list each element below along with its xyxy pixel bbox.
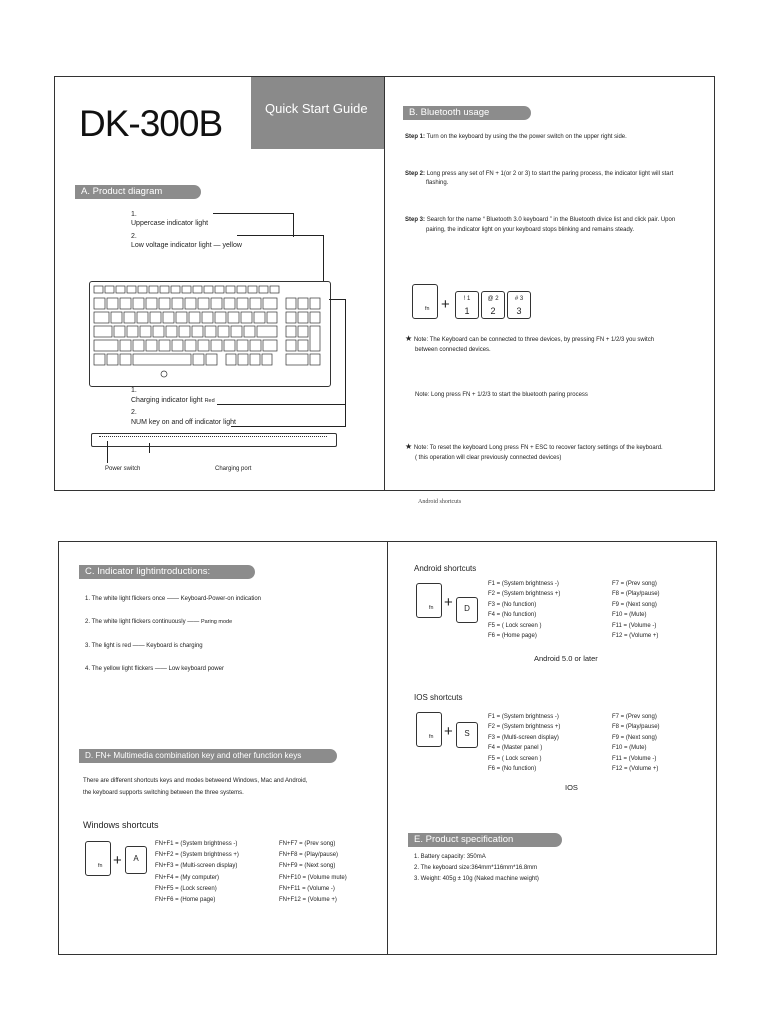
- indicator-1-right: Keyboard-Power-on indication: [180, 596, 261, 602]
- key-1: [455, 291, 479, 319]
- ios-right-1: F7 = (Prev song): [612, 714, 657, 720]
- leader-low-voltage: [237, 235, 293, 236]
- leader-num-key: [231, 426, 345, 427]
- win-left-3: FN+F3 = (Multi-screen display): [155, 863, 238, 870]
- android-left-3: F3 = (No function): [488, 601, 537, 608]
- win-right-1: FN+F7 = (Prev song): [279, 841, 336, 847]
- win-left-6: FN+F6 = (Home page): [155, 897, 216, 904]
- fn-key-label: fn: [425, 306, 430, 312]
- indicator-1: [85, 595, 261, 603]
- label-charging: [131, 396, 215, 406]
- indicator-3: [85, 642, 203, 650]
- leader-uppercase-v: [293, 213, 294, 237]
- win-left-5: FN+F5 = (Lock screen): [155, 885, 217, 892]
- indicator-4: [85, 665, 224, 673]
- android-footer: Android 5.0 or later: [534, 654, 598, 663]
- win-right-5: FN+F11 = (Volume -): [279, 885, 335, 892]
- android-title: Android shortcuts: [414, 564, 477, 573]
- plus-sign-windows: +: [113, 852, 122, 869]
- key-1-bottom: 1: [464, 306, 470, 316]
- step-2-cont: flashing.: [426, 180, 449, 186]
- android-left-5: F5 = ( Lock screen ): [488, 622, 542, 629]
- fn-key-ios-label: fn: [429, 734, 434, 740]
- fn-key: [412, 284, 438, 319]
- side-profile-ridges: [99, 433, 327, 437]
- indicator-1-dash: ——: [166, 596, 179, 602]
- fn-key-android: [416, 583, 442, 618]
- win-left-4: FN+F4 = (My computer): [155, 874, 220, 881]
- indicator-3-left: 3. The light is red: [85, 643, 131, 649]
- indicator-2-left: 2. The white light flickers continuously: [85, 619, 186, 625]
- ios-left-2: F2 = (System brightness +): [488, 724, 561, 731]
- panel-shortcuts-spec: [387, 541, 717, 955]
- section-e-heading: E. Product specification: [408, 833, 562, 847]
- step-3-text: Search for the name “ Bluetooth 3.0 keyboard ” in the Bluetooth divice list and click pair. Upon: [426, 217, 676, 223]
- multimedia-desc-2: the keyboard supports switching between the three systems.: [83, 790, 244, 796]
- step-1-text: Turn on the keyboard by using the the power switch on the upper right side.: [426, 134, 627, 140]
- android-right-1: F7 = (Prev song): [612, 581, 657, 587]
- android-right-list: [612, 579, 660, 641]
- ios-right-6: F12 = (Volume +): [612, 766, 659, 773]
- keyboard-keys-svg: [90, 282, 330, 386]
- ios-left-4: F4 = (Master panel ): [488, 745, 543, 752]
- low-voltage-text: Low voltage indicator light: [131, 242, 212, 249]
- key-s-label: S: [464, 729, 470, 738]
- leader-right-vertical: [345, 299, 346, 427]
- note-3: [405, 443, 663, 452]
- key-3-bottom: 3: [516, 306, 522, 316]
- leader-low-voltage-h: [293, 235, 323, 236]
- indicator-3-dash: ——: [132, 643, 145, 649]
- ios-right-5: F11 = (Volume -): [612, 755, 657, 762]
- product-title: DK-300B: [79, 103, 223, 144]
- low-voltage-color: yellow: [222, 242, 242, 249]
- ios-footer: IOS: [565, 783, 578, 792]
- low-voltage-dash: —: [213, 242, 221, 249]
- panel-indicator-multimedia: [58, 541, 388, 955]
- key-d-label: D: [464, 604, 470, 613]
- note-1: [405, 335, 654, 344]
- indicator-3-right: Keyboard is charging: [146, 643, 203, 649]
- key-a-label: A: [133, 854, 139, 863]
- windows-left-list: [155, 839, 239, 906]
- fn-key-windows: [85, 841, 111, 876]
- key-a: [125, 846, 147, 874]
- ios-left-6: F6 = (No function): [488, 766, 537, 773]
- indicator-4-right: Low keyboard power: [168, 666, 224, 672]
- label-power-switch: Power switch: [105, 466, 141, 472]
- step-2-text: Long press any set of FN + 1(or 2 or 3) to start the paring process, the indicator light will start: [426, 171, 674, 177]
- step-2-label: Step 2:: [405, 171, 426, 177]
- section-a-heading: A. Product diagram: [75, 185, 201, 199]
- note-2: Note: Long press FN + 1/2/3 to start the bluetooth paring process: [415, 392, 588, 398]
- step-3-label: Step 3:: [405, 217, 426, 223]
- key-3: [507, 291, 531, 319]
- panel-product-diagram: [54, 76, 385, 491]
- ios-left-5: F5 = ( Lock screen ): [488, 755, 542, 762]
- ios-right-3: F9 = (Next song): [612, 734, 657, 741]
- note-3-text: Note: To reset the keyboard Long press FN + ESC to recover factory settings of the keyboard.: [413, 445, 663, 451]
- section-b-heading: B. Bluetooth usage: [403, 106, 531, 120]
- win-left-2: FN+F2 = (System brightness +): [155, 852, 239, 859]
- charging-color: Red: [204, 398, 215, 404]
- indicator-4-left: 4. The yellow light flickers: [85, 666, 154, 672]
- android-left-2: F2 = (System brightness +): [488, 591, 561, 598]
- keyboard-illustration: [89, 281, 331, 387]
- step-1-label: Step 1:: [405, 134, 426, 140]
- label-num-4: 2.: [131, 409, 137, 416]
- ios-left-1: F1 = (System brightness -): [488, 714, 559, 720]
- key-d: [456, 597, 478, 623]
- note-3-cont: ( this operation will clear previously connected devices): [415, 455, 562, 461]
- win-right-2: FN+F8 = (Play/pause): [279, 852, 339, 859]
- spec-item-1: 1. Battery capacity: 350mA: [414, 854, 486, 860]
- spec-item-3: 3. Weight: 405g ± 10g (Naked machine weight): [414, 875, 539, 882]
- label-uppercase-light: Uppercase indicator light: [131, 220, 209, 227]
- leader-low-voltage-v: [323, 235, 324, 287]
- fn-key-ios: [416, 712, 442, 747]
- plus-sign-bt: +: [441, 296, 450, 313]
- ios-right-list: [612, 712, 660, 774]
- ios-left-3: F3 = (Multi-screen display): [488, 734, 559, 741]
- android-right-5: F11 = (Volume -): [612, 622, 657, 629]
- leader-right-top: [329, 299, 345, 300]
- page-caption: Android shortcuts: [418, 499, 462, 505]
- spec-item-2: 2. The keyboard size:364mm*116mm*16.8mm: [414, 864, 538, 871]
- win-right-6: FN+F12 = (Volume +): [279, 897, 337, 904]
- note-1-text: Note: The Keyboard can be connected to three devices, by pressing FN + 1/2/3 you switch: [413, 337, 655, 343]
- label-num-key: NUM key on and off indicator light: [131, 419, 236, 426]
- plus-sign-android: +: [444, 594, 453, 611]
- quick-start-label: Quick Start Guide: [265, 101, 368, 116]
- leader-power-switch: [107, 441, 108, 463]
- section-d-heading: D. FN+ Multimedia combination key and other function keys introductions :: [79, 749, 337, 763]
- win-right-4: FN+F10 = (Volume mute): [279, 874, 347, 881]
- indicator-2-dash: ——: [187, 619, 200, 625]
- win-right-3: FN+F9 = (Next song): [279, 863, 336, 870]
- android-right-6: F12 = (Volume +): [612, 633, 659, 640]
- leader-charging: [217, 404, 345, 405]
- android-left-list: [488, 579, 560, 641]
- ios-title: IOS shortcuts: [414, 693, 463, 702]
- label-charging-port: Charging port: [215, 466, 252, 472]
- indicator-1-left: 1. The white light flickers once: [85, 596, 166, 602]
- step-3: [405, 216, 675, 224]
- key-2-top: @ 2: [487, 296, 499, 302]
- android-right-4: F10 = (Mute): [612, 612, 647, 619]
- windows-title: Windows shortcuts: [83, 820, 159, 830]
- ios-left-list: [488, 712, 560, 774]
- indicator-4-dash: ——: [154, 666, 167, 672]
- android-left-1: F1 = (System brightness -): [488, 581, 559, 587]
- quick-start-banner: [251, 77, 385, 149]
- star-icon: ★: [405, 442, 413, 451]
- android-right-2: F8 = (Play/pause): [612, 591, 660, 598]
- key-3-top: # 3: [514, 296, 524, 302]
- label-num-2: 2.: [131, 233, 137, 240]
- plus-sign-ios: +: [444, 723, 453, 740]
- step-2: [405, 170, 673, 178]
- star-icon: ★: [405, 334, 413, 343]
- panel-bluetooth: [384, 76, 715, 491]
- charging-text: Charging indicator light: [131, 397, 203, 404]
- indicator-2: [85, 618, 232, 626]
- android-right-3: F9 = (Next song): [612, 601, 657, 608]
- windows-right-list: [279, 839, 347, 906]
- multimedia-desc-1: There are different shortcuts keys and modes betweend Windows, Mac and Android,: [83, 778, 308, 784]
- android-left-4: F4 = (No function): [488, 612, 537, 619]
- ios-right-4: F10 = (Mute): [612, 745, 647, 752]
- fn-key-android-label: fn: [429, 605, 434, 611]
- leader-charging-port: [149, 443, 150, 453]
- label-num-1: 1.: [131, 211, 137, 218]
- win-left-1: FN+F1 = (System brightness -): [155, 841, 238, 847]
- key-1-top: ! 1: [463, 296, 471, 302]
- section-c-heading: C. Indicator lightintroductions:: [79, 565, 255, 579]
- note-1-cont: between connected devices.: [415, 347, 491, 353]
- key-2: [481, 291, 505, 319]
- label-low-voltage: [131, 241, 242, 250]
- ios-right-2: F8 = (Play/pause): [612, 724, 660, 731]
- label-num-3: 1.: [131, 387, 137, 394]
- indicator-2-right: Paring mode: [200, 619, 233, 625]
- fn-key-windows-label: fn: [98, 863, 103, 869]
- spec-list: [414, 852, 539, 884]
- android-left-6: F6 = (Home page): [488, 633, 537, 640]
- step-1: [405, 133, 627, 141]
- key-2-bottom: 2: [490, 306, 496, 316]
- key-s: [456, 722, 478, 748]
- step-3-cont: pairing, the indicator light on your keyboard stops blinking and remains steady.: [426, 227, 635, 233]
- leader-uppercase: [213, 213, 293, 214]
